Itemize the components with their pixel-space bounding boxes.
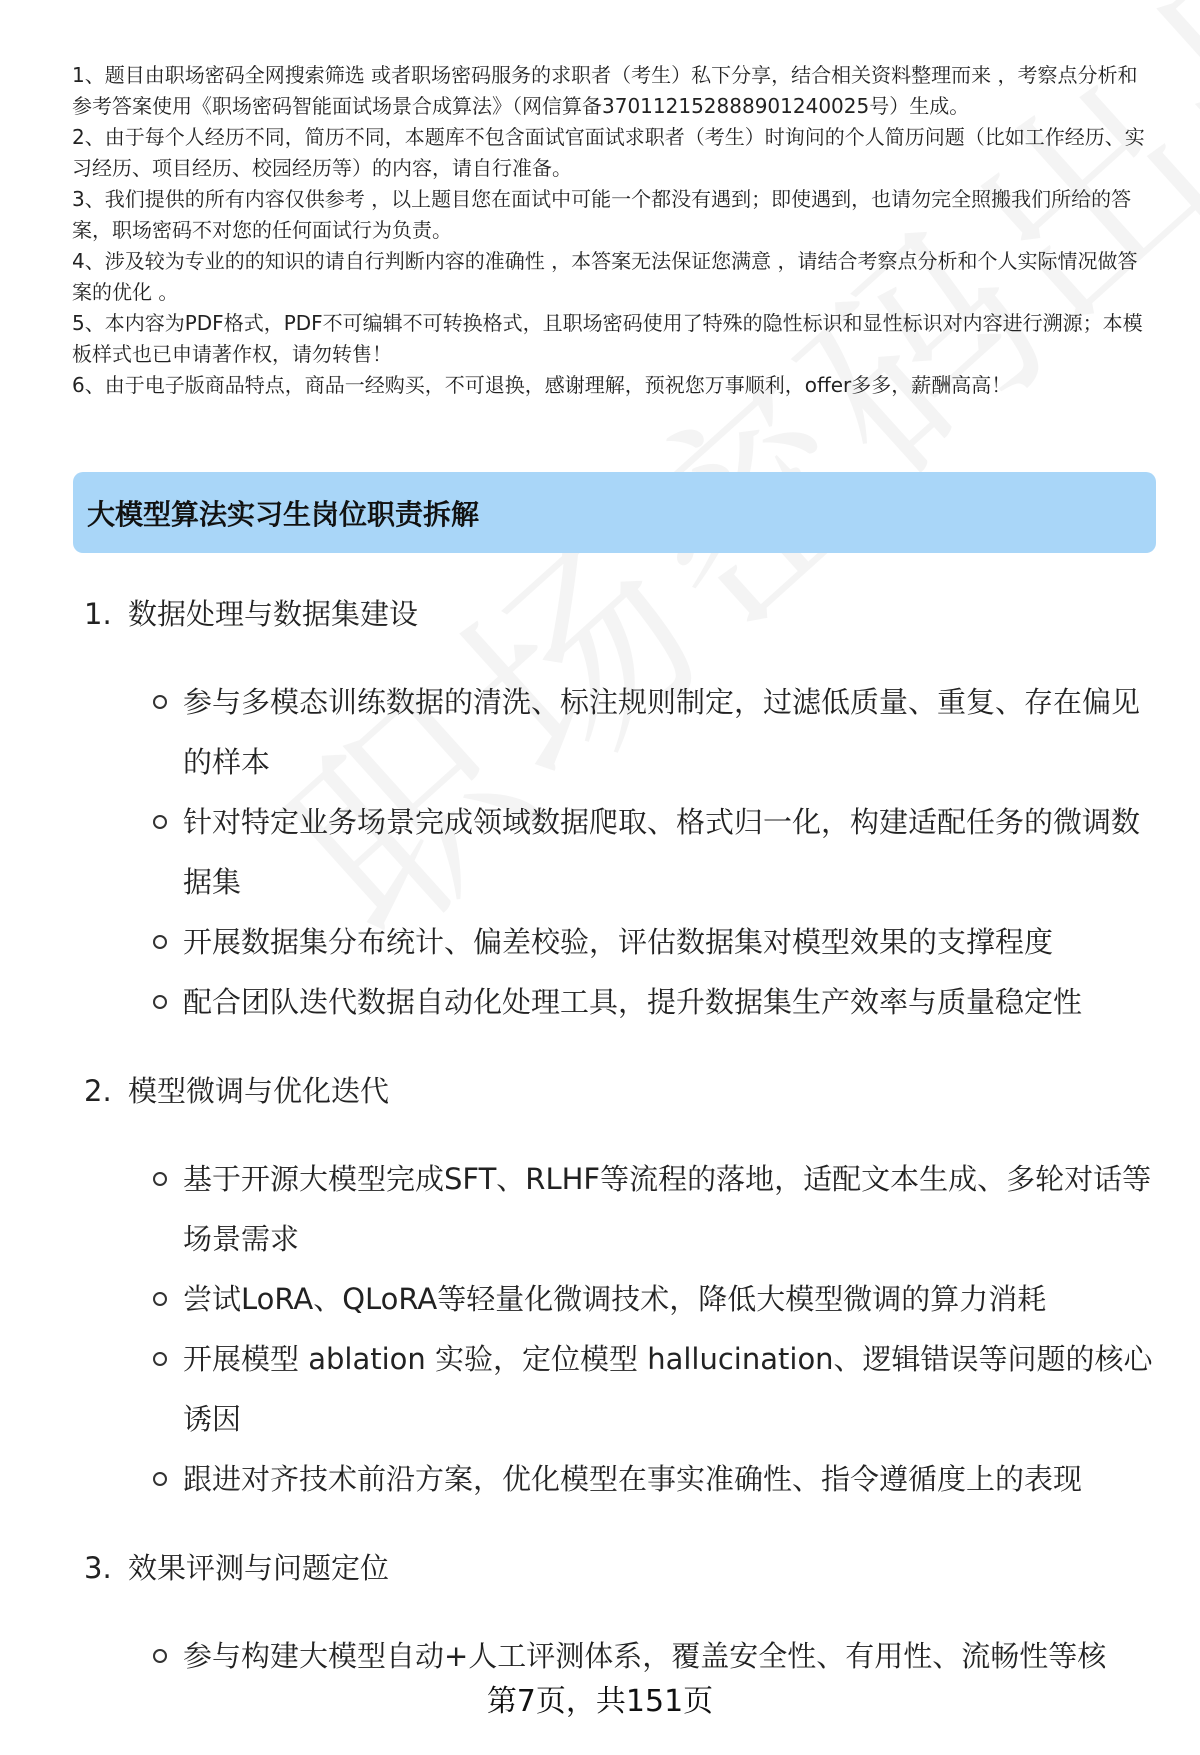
heading-title: 数据处理与数据集建设 bbox=[128, 597, 419, 631]
disclaimer-block bbox=[72, 60, 1152, 401]
circle-bullet-icon bbox=[153, 995, 167, 1009]
numbered-heading bbox=[84, 592, 418, 633]
list-item bbox=[153, 792, 1153, 912]
heading-title: 效果评测与问题定位 bbox=[128, 1551, 390, 1585]
list-item bbox=[153, 1269, 1153, 1329]
circle-bullet-icon bbox=[153, 815, 167, 829]
heading-number: 3. bbox=[84, 1551, 112, 1585]
list-item bbox=[153, 672, 1153, 792]
heading-number: 1. bbox=[84, 597, 112, 631]
list-item-text: 跟进对齐技术前沿方案，优化模型在事实准确性、指令遵循度上的表现 bbox=[183, 1462, 1083, 1496]
circle-bullet-icon bbox=[153, 1172, 167, 1186]
numbered-heading bbox=[84, 1069, 389, 1110]
list-item-text: 尝试LoRA、QLoRA等轻量化微调技术，降低大模型微调的算力消耗 bbox=[183, 1282, 1047, 1316]
list-item-text: 针对特定业务场景完成领域数据爬取、格式归一化，构建适配任务的微调数据集 bbox=[183, 805, 1141, 899]
list-item-text: 开展数据集分布统计、偏差校验，评估数据集对模型效果的支撑程度 bbox=[183, 925, 1054, 959]
circle-bullet-icon bbox=[153, 695, 167, 709]
circle-bullet-icon bbox=[153, 1472, 167, 1486]
list-item-text: 基于开源大模型完成SFT、RLHF等流程的落地，适配文本生成、多轮对话等场景需求 bbox=[183, 1162, 1152, 1256]
circle-bullet-icon bbox=[153, 935, 167, 949]
list-item bbox=[153, 912, 1153, 972]
circle-bullet-icon bbox=[153, 1352, 167, 1366]
heading-title: 模型微调与优化迭代 bbox=[128, 1074, 390, 1108]
circle-bullet-icon bbox=[153, 1649, 167, 1663]
disclaimer-item: 4、涉及较为专业的的知识的请自行判断内容的准确性 ，本答案无法保证您满意 ，请结合考察点分析和个人实际情况做答案的优化 。 bbox=[72, 249, 1138, 304]
section-header bbox=[73, 472, 1156, 553]
numbered-heading bbox=[84, 1546, 389, 1587]
circle-bullet-icon bbox=[153, 1292, 167, 1306]
heading-number: 2. bbox=[84, 1074, 112, 1108]
list-item bbox=[153, 972, 1153, 1032]
disclaimer-item: 5、本内容为PDF格式，PDF不可编辑不可转换格式，且职场密码使用了特殊的隐性标识和显性标识对内容进行溯源；本模板样式也已申请著作权，请勿转售！ bbox=[72, 311, 1143, 366]
list-item bbox=[153, 1149, 1153, 1269]
list-item-text: 参与多模态训练数据的清洗、标注规则制定，过滤低质量、重复、存在偏见的样本 bbox=[183, 685, 1141, 779]
list-item-text: 配合团队迭代数据自动化处理工具，提升数据集生产效率与质量稳定性 bbox=[183, 985, 1083, 1019]
section-title: 大模型算法实习生岗位职责拆解 bbox=[87, 497, 480, 531]
disclaimer-item: 3、我们提供的所有内容仅供参考 ，以上题目您在面试中可能一个都没有遇到；即使遇到，也请勿完全照搬我们所给的答案，职场密码不对您的任何面试行为负责。 bbox=[72, 187, 1132, 242]
page-footer: 第7页，共151页 bbox=[486, 1684, 714, 1719]
disclaimer-item: 2、由于每个人经历不同，简历不同，本题库不包含面试官面试求职者（考生）时询问的个人简历问题（比如工作经历、实习经历、项目经历、校园经历等）的内容，请自行准备。 bbox=[72, 125, 1145, 180]
disclaimer-item: 6、由于电子版商品特点，商品一经购买，不可退换，感谢理解，预祝您万事顺利，offer多多，薪酬高高！ bbox=[72, 373, 1012, 397]
list-item bbox=[153, 1449, 1153, 1509]
list-item-text: 开展模型 ablation 实验，定位模型 hallucination、逻辑错误等问题的核心诱因 bbox=[183, 1342, 1153, 1436]
disclaimer-item: 1、题目由职场密码全网搜索筛选 或者职场密码服务的求职者（考生）私下分享，结合相关资料整理而来 ，考察点分析和参考答案使用《职场密码智能面试场景合成算法》（网信算备370112152888901240025号）生成。 bbox=[72, 63, 1138, 118]
list-item bbox=[153, 1329, 1153, 1449]
list-item-text: 参与构建大模型自动+人工评测体系，覆盖安全性、有用性、流畅性等核 bbox=[183, 1639, 1107, 1673]
